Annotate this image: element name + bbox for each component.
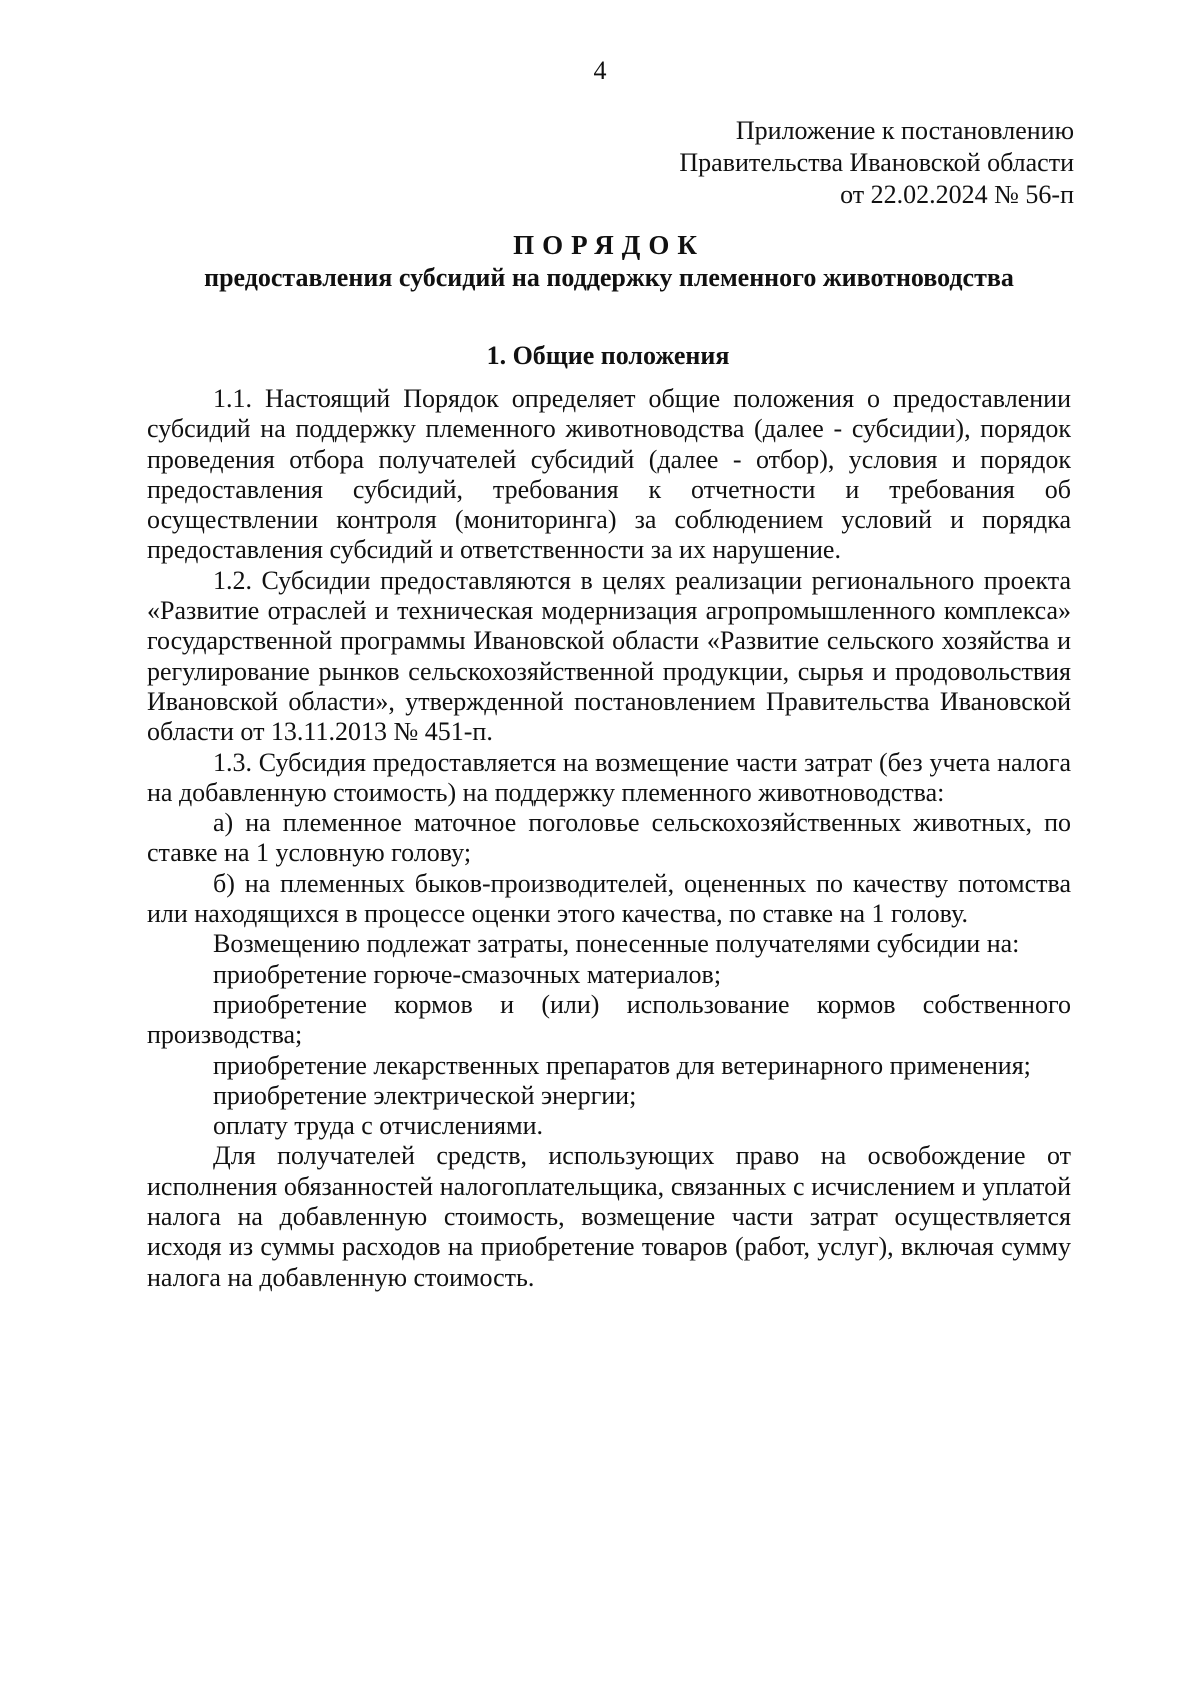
paragraph-1-1: 1.1. Настоящий Порядок определяет общие положения о предоставлении субсидий на поддержку племенного животноводства (далее - субсидии), порядок проведения отбора получателей субсидий (далее - отбор), условия и порядок предоставления субсидий, требования к отчетности и требования об осуществлении контроля (мониторинга) за соблюдением условий и порядка предоставления субсидий и ответственности за их нарушение. <box>147 384 1071 565</box>
document-subtitle: предоставления субсидий на поддержку племенного животноводства <box>204 263 1014 292</box>
expense-item: оплату труда с отчислениями. <box>213 1111 544 1141</box>
paragraph-1-2: 1.2. Субсидии предоставляются в целях реализации регионального проекта «Развитие отраслей и техническая модернизация агропромышленного комплекса» государственной программы Ивановской области «Развитие сельского хозяйства и регулирование рынков сельскохозяйственной продукции, сырья и продовольствия Ивановской области», утвержденной постановлением Правительства Ивановской области от 13.11.2013 № 451-п. <box>147 565 1071 747</box>
expense-item: приобретение горюче-смазочных материалов; <box>213 959 722 989</box>
expense-item: приобретение кормов и (или) использование кормов собственного производства; <box>147 989 1071 1050</box>
appendix-reference <box>679 115 1074 211</box>
list-item-a: а) на племенное маточное поголовье сельскохозяйственных животных, по ставке на 1 условную голову; <box>147 808 1071 868</box>
appendix-line-3: от 22.02.2024 № 56-п <box>840 180 1074 209</box>
expense-item: приобретение лекарственных препаратов для ветеринарного применения; <box>213 1050 1031 1080</box>
expense-item: приобретение электрической энергии; <box>213 1080 637 1110</box>
document-body <box>147 384 1071 1293</box>
appendix-line-1: Приложение к постановлению <box>735 116 1074 145</box>
document-title: ПОРЯДОК <box>513 230 705 260</box>
page-number: 4 <box>593 56 607 85</box>
paragraph-vat-exemption: Для получателей средств, использующих право на освобождение от исполнения обязанностей налогоплательщика, связанных с исчислением и уплатой налога на добавленную стоимость, возмещение части затрат осуществляется исходя из суммы расходов на приобретение товаров (работ, услуг), включая сумму налога на добавленную стоимость. <box>147 1141 1071 1292</box>
section-heading: 1. Общие положения <box>486 341 730 370</box>
appendix-line-2: Правительства Ивановской области <box>679 148 1074 177</box>
paragraph-1-3: 1.3. Субсидия предоставляется на возмещение части затрат (без учета налога на добавленную стоимость) на поддержку племенного животноводства: <box>147 747 1071 807</box>
list-item-b: б) на племенных быков-производителей, оцененных по качеству потомства или находящихся в процессе оценки этого качества, по ставке на 1 голову. <box>147 868 1071 929</box>
paragraph-reimbursement: Возмещению подлежат затраты, понесенные получателями субсидии на: <box>213 929 1020 959</box>
